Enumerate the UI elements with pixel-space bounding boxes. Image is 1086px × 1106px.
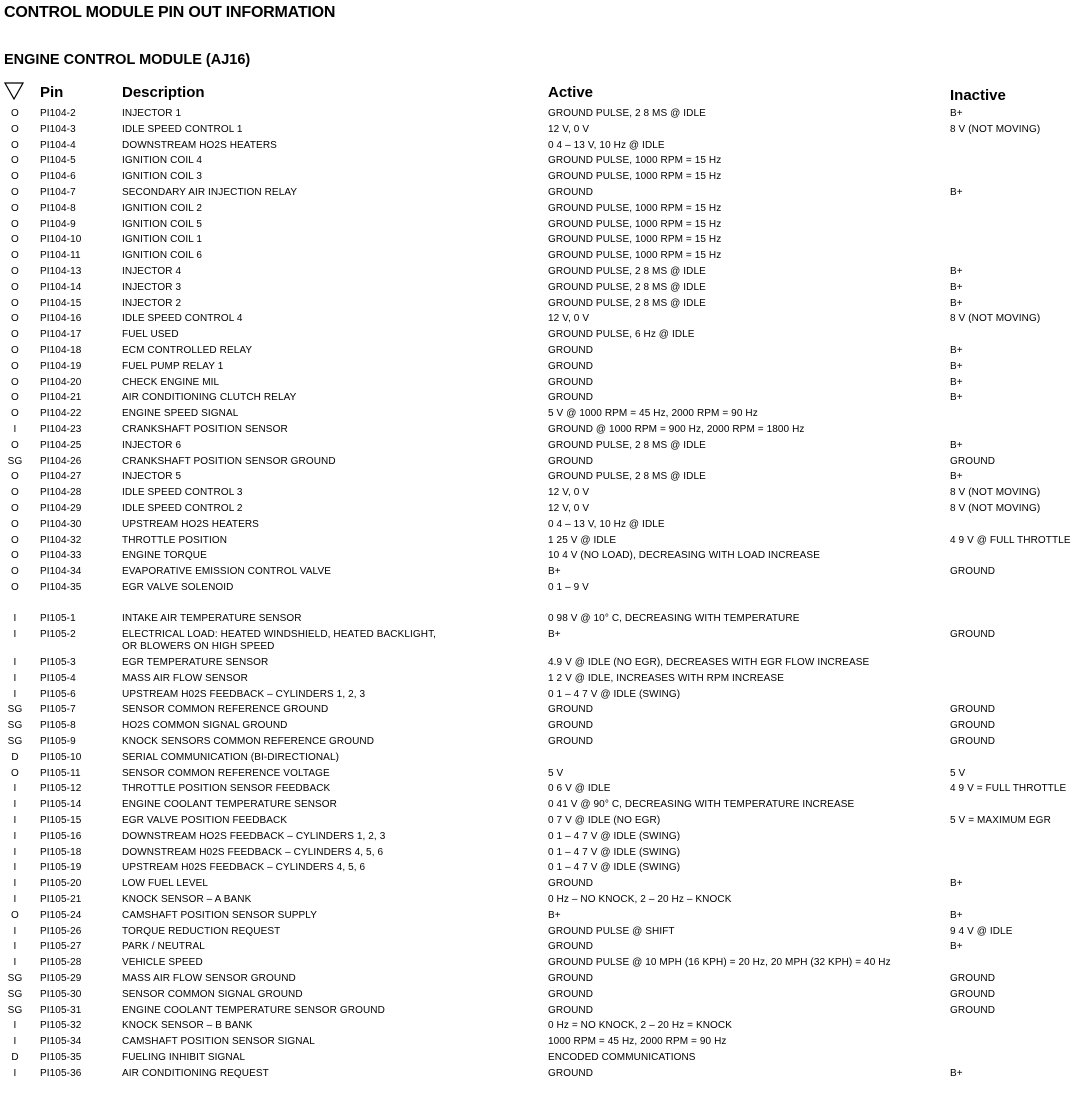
description-cell: TORQUE REDUCTION REQUEST (122, 925, 281, 937)
inactive-cell: GROUND (950, 629, 996, 641)
description-cell: CAMSHAFT POSITION SENSOR SUPPLY (122, 909, 317, 921)
pin-cell: PI105-1 (40, 613, 76, 625)
pin-cell: PI104-2 (40, 108, 76, 119)
pin-cell: PI104-30 (40, 518, 82, 530)
description-cell: AIR CONDITIONING REQUEST (122, 1067, 269, 1079)
description-cell: AIR CONDITIONING CLUTCH RELAY (122, 392, 297, 404)
active-cell: GROUND @ 1000 RPM = 900 Hz, 2000 RPM = 1800 Hz (548, 424, 805, 435)
description-cell: IGNITION COIL 2 (122, 202, 203, 214)
inactive-cell: 9 4 V @ IDLE (950, 925, 1013, 937)
inactive-cell: GROUND (950, 735, 996, 747)
inactive-cell: B+ (950, 941, 963, 953)
description-cell: VEHICLE SPEED (122, 957, 203, 969)
pin-cell: PI105-21 (40, 893, 82, 905)
active-cell: GROUND (548, 735, 594, 747)
active-cell: 0 Hz = NO KNOCK, 2 – 20 Hz = KNOCK (548, 1020, 733, 1032)
active-cell: 5 V (548, 767, 564, 779)
type-cell: O (11, 408, 19, 420)
description-cell: KNOCK SENSOR – A BANK (122, 893, 252, 905)
active-cell: GROUND (548, 941, 594, 953)
description-cell: UPSTREAM HO2S HEATERS (122, 518, 259, 530)
type-cell: SG (7, 972, 23, 984)
pin-cell: PI104-33 (40, 550, 82, 562)
description-cell: IGNITION COIL 1 (122, 234, 203, 246)
type-cell: I (13, 672, 17, 684)
pin-cell: PI104-6 (40, 171, 76, 183)
description-cell: INTAKE AIR TEMPERATURE SENSOR (122, 613, 302, 625)
description-cell: ENGINE COOLANT TEMPERATURE SENSOR GROUND (122, 1004, 385, 1016)
type-cell: O (11, 108, 19, 119)
active-cell: 0 1 – 4 7 V @ IDLE (SWING) (548, 846, 681, 858)
pin-cell: PI104-22 (40, 408, 82, 420)
pin-cell: PI104-14 (40, 281, 82, 293)
active-cell: GROUND (548, 392, 594, 404)
pin-cell: PI105-7 (40, 704, 76, 716)
type-cell: O (11, 266, 19, 277)
type-cell: D (11, 1051, 19, 1063)
description-cell: LOW FUEL LEVEL (122, 878, 209, 890)
type-cell: O (11, 439, 19, 451)
pin-cell: PI105-32 (40, 1020, 82, 1032)
type-cell: O (11, 171, 19, 183)
active-cell: GROUND PULSE, 2 8 MS @ IDLE (548, 108, 706, 119)
type-cell: O (11, 139, 19, 151)
pin-cell: PI104-27 (40, 471, 82, 483)
pin-cell: PI104-26 (40, 455, 82, 467)
type-cell: SG (7, 735, 23, 747)
inactive-cell: B+ (950, 108, 963, 119)
type-cell: I (13, 799, 17, 811)
type-cell: SG (7, 720, 23, 732)
active-cell: GROUND (548, 988, 594, 1000)
description-cell: MASS AIR FLOW SENSOR GROUND (122, 972, 296, 984)
pin-cell: PI105-28 (40, 957, 82, 969)
description-cell: EGR TEMPERATURE SENSOR (122, 656, 269, 668)
active-cell: GROUND (548, 360, 594, 372)
description-cell: IDLE SPEED CONTROL 1 (122, 123, 243, 135)
pin-cell: PI104-32 (40, 534, 82, 546)
active-cell: 0 7 V @ IDLE (NO EGR) (548, 814, 661, 826)
type-cell: SG (7, 988, 23, 1000)
description-cell: SENSOR COMMON SIGNAL GROUND (122, 988, 303, 1000)
inactive-cell: GROUND (950, 972, 996, 984)
pin-cell: PI104-25 (40, 439, 82, 451)
description-cell: IGNITION COIL 5 (122, 218, 203, 230)
active-cell: GROUND PULSE, 2 8 MS @ IDLE (548, 297, 706, 309)
pin-cell: PI105-14 (40, 799, 82, 811)
active-cell: GROUND PULSE, 6 Hz @ IDLE (548, 329, 695, 341)
description-cell: FUEL PUMP RELAY 1 (122, 360, 224, 372)
description-cell: KNOCK SENSOR – B BANK (122, 1020, 253, 1032)
type-cell: SG (7, 1004, 23, 1016)
description-cell: CRANKSHAFT POSITION SENSOR (122, 424, 288, 435)
active-cell: 1000 RPM = 45 Hz, 2000 RPM = 90 Hz (548, 1036, 727, 1048)
active-cell: GROUND (548, 345, 594, 356)
type-cell: O (11, 234, 19, 246)
active-cell: GROUND (548, 376, 594, 388)
type-cell: I (13, 893, 17, 905)
header-pin: Pin (40, 84, 64, 101)
active-cell: GROUND (548, 878, 594, 890)
type-cell: O (11, 281, 19, 293)
type-cell: O (11, 155, 19, 167)
description-cell: EGR VALVE POSITION FEEDBACK (122, 814, 288, 826)
inactive-cell: GROUND (950, 566, 996, 578)
active-cell: 0 41 V @ 90° C, DECREASING WITH TEMPERATURE INCREASE (548, 799, 855, 811)
pin-cell: PI104-10 (40, 234, 82, 246)
inactive-cell: 8 V (NOT MOVING) (950, 503, 1041, 514)
type-cell: O (11, 329, 19, 341)
pin-cell: PI105-24 (40, 909, 82, 921)
description-cell: UPSTREAM H02S FEEDBACK – CYLINDERS 1, 2, 3 (122, 688, 366, 700)
inactive-cell: 8 V (NOT MOVING) (950, 313, 1041, 325)
type-cell: I (13, 1020, 17, 1032)
inactive-cell: B+ (950, 281, 963, 293)
pin-cell: PI105-34 (40, 1036, 82, 1048)
active-cell: GROUND PULSE, 1000 RPM = 15 Hz (548, 218, 722, 230)
inactive-cell: B+ (950, 360, 963, 372)
inactive-cell: GROUND (950, 720, 996, 732)
type-cell: O (11, 202, 19, 214)
inactive-cell: B+ (950, 376, 963, 388)
pin-cell: PI105-19 (40, 862, 82, 874)
type-cell: I (13, 925, 17, 937)
type-cell: D (11, 751, 19, 763)
active-cell: B+ (548, 566, 561, 578)
description-cell: IGNITION COIL 4 (122, 155, 203, 167)
type-cell: I (13, 814, 17, 826)
active-cell: 12 V, 0 V (548, 313, 590, 325)
pin-cell: PI105-10 (40, 751, 82, 763)
description-cell: CHECK ENGINE MIL (122, 376, 220, 388)
description-cell: HO2S COMMON SIGNAL GROUND (122, 720, 288, 732)
description-cell: KNOCK SENSORS COMMON REFERENCE GROUND (122, 735, 375, 747)
pin-cell: PI104-7 (40, 187, 76, 198)
active-cell: 0 4 – 13 V, 10 Hz @ IDLE (548, 518, 665, 530)
type-cell: I (13, 656, 17, 668)
pin-cell: PI105-12 (40, 783, 82, 795)
pin-cell: PI105-16 (40, 830, 82, 842)
active-cell: GROUND PULSE, 1000 RPM = 15 Hz (548, 155, 722, 167)
pin-cell: PI104-17 (40, 329, 82, 341)
description-cell: UPSTREAM H02S FEEDBACK – CYLINDERS 4, 5, 6 (122, 862, 366, 874)
active-cell: 0 1 – 4 7 V @ IDLE (SWING) (548, 688, 681, 700)
description-cell: ENGINE COOLANT TEMPERATURE SENSOR (122, 799, 338, 811)
active-cell: 12 V, 0 V (548, 503, 590, 514)
pin-cell: PI104-18 (40, 345, 82, 356)
active-cell: 0 1 – 4 7 V @ IDLE (SWING) (548, 862, 681, 874)
inactive-cell: B+ (950, 266, 963, 277)
description-cell: IDLE SPEED CONTROL 3 (122, 487, 243, 499)
pin-cell: PI105-11 (40, 767, 81, 779)
pin-cell: PI104-19 (40, 360, 82, 372)
inactive-cell: B+ (950, 471, 963, 483)
description-cell: INJECTOR 1 (122, 108, 182, 119)
inactive-cell: B+ (950, 297, 963, 309)
inactive-cell: GROUND (950, 455, 996, 467)
pin-cell: PI105-6 (40, 688, 76, 700)
description-cell: MASS AIR FLOW SENSOR (122, 672, 248, 684)
active-cell: GROUND (548, 972, 594, 984)
pin-cell: PI104-29 (40, 503, 82, 514)
pin-cell: PI104-8 (40, 202, 76, 214)
pin-cell: PI104-11 (40, 250, 81, 262)
description-cell: IDLE SPEED CONTROL 4 (122, 313, 243, 325)
pin-cell: PI105-29 (40, 972, 82, 984)
active-cell: GROUND (548, 455, 594, 467)
pin-cell: PI104-21 (40, 392, 82, 404)
description-cell: PARK / NEUTRAL (122, 941, 205, 953)
inactive-cell: 4 9 V @ FULL THROTTLE (950, 534, 1071, 546)
pin-cell: PI105-15 (40, 814, 82, 826)
inactive-cell: B+ (950, 187, 963, 198)
pin-cell: PI105-30 (40, 988, 82, 1000)
type-cell: O (11, 218, 19, 230)
type-cell: O (11, 534, 19, 546)
active-cell: GROUND PULSE, 2 8 MS @ IDLE (548, 281, 706, 293)
type-cell: I (13, 846, 17, 858)
pin-cell: PI104-34 (40, 566, 82, 578)
description-cell: ELECTRICAL LOAD: HEATED WINDSHIELD, HEATED BACKLIGHT, (122, 629, 437, 641)
inactive-cell: B+ (950, 878, 963, 890)
type-cell: I (13, 629, 17, 641)
active-cell: 4.9 V @ IDLE (NO EGR), DECREASES WITH EGR FLOW INCREASE (548, 656, 870, 668)
inactive-cell: B+ (950, 439, 963, 451)
active-cell: 0 4 – 13 V, 10 Hz @ IDLE (548, 139, 665, 151)
description-cell: DOWNSTREAM HO2S FEEDBACK – CYLINDERS 1, 2, 3 (122, 830, 386, 842)
type-cell: O (11, 503, 19, 514)
inactive-cell: B+ (950, 909, 963, 921)
active-cell: GROUND PULSE, 2 8 MS @ IDLE (548, 266, 706, 277)
description-cell: IDLE SPEED CONTROL 2 (122, 503, 243, 514)
active-cell: GROUND (548, 1067, 594, 1079)
pin-cell: PI104-13 (40, 266, 82, 277)
active-cell: GROUND PULSE, 2 8 MS @ IDLE (548, 439, 706, 451)
description-cell: INJECTOR 4 (122, 266, 182, 277)
active-cell: GROUND (548, 187, 594, 198)
pin-cell: PI104-4 (40, 139, 76, 151)
pin-cell: PI104-16 (40, 313, 82, 325)
description-cell: THROTTLE POSITION (122, 534, 228, 546)
active-cell: GROUND (548, 704, 594, 716)
inactive-cell: B+ (950, 1067, 963, 1079)
pin-cell: PI105-26 (40, 925, 82, 937)
type-cell: O (11, 313, 19, 325)
description-cell: FUEL USED (122, 329, 179, 341)
active-cell: GROUND PULSE, 1000 RPM = 15 Hz (548, 250, 722, 262)
type-cell: O (11, 566, 19, 578)
triangle-down-icon (4, 82, 24, 102)
active-cell: 5 V @ 1000 RPM = 45 Hz, 2000 RPM = 90 Hz (548, 408, 758, 420)
type-cell: I (13, 941, 17, 953)
active-cell: 0 Hz – NO KNOCK, 2 – 20 Hz – KNOCK (548, 893, 732, 905)
description-cell: SENSOR COMMON REFERENCE GROUND (122, 704, 329, 716)
description-cell: IGNITION COIL 6 (122, 250, 203, 262)
type-cell: SG (7, 455, 23, 467)
pin-cell: PI104-3 (40, 123, 76, 135)
active-cell: GROUND PULSE, 1000 RPM = 15 Hz (548, 234, 722, 246)
description-cell: DOWNSTREAM H02S FEEDBACK – CYLINDERS 4, 5, 6 (122, 846, 384, 858)
active-cell: 12 V, 0 V (548, 123, 590, 135)
active-cell: GROUND PULSE @ SHIFT (548, 925, 675, 937)
description-cell: CAMSHAFT POSITION SENSOR SIGNAL (122, 1036, 315, 1048)
active-cell: 10 4 V (NO LOAD), DECREASING WITH LOAD INCREASE (548, 550, 820, 562)
inactive-cell: 5 V (950, 767, 966, 779)
description-cell: INJECTOR 3 (122, 281, 182, 293)
active-cell: 12 V, 0 V (548, 487, 590, 499)
active-cell: GROUND PULSE, 1000 RPM = 15 Hz (548, 171, 722, 183)
description-cell: SERIAL COMMUNICATION (BI-DIRECTIONAL) (122, 751, 340, 763)
pin-cell: PI105-36 (40, 1067, 82, 1079)
active-cell: GROUND (548, 1004, 594, 1016)
type-cell: O (11, 297, 19, 309)
type-cell: I (13, 783, 17, 795)
pin-cell: PI105-3 (40, 656, 76, 668)
active-cell: 0 6 V @ IDLE (548, 783, 611, 795)
header-description: Description (122, 84, 205, 101)
inactive-cell: GROUND (950, 988, 996, 1000)
description-cell-line2: OR BLOWERS ON HIGH SPEED (122, 641, 275, 653)
type-cell: O (11, 345, 19, 356)
description-cell: INJECTOR 6 (122, 439, 182, 451)
description-cell: ENGINE TORQUE (122, 550, 207, 562)
type-cell: O (11, 471, 19, 483)
page-title: CONTROL MODULE PIN OUT INFORMATION (4, 4, 336, 21)
type-cell: I (13, 424, 17, 435)
active-cell: 0 1 – 9 V (548, 582, 589, 593)
description-cell: SECONDARY AIR INJECTION RELAY (122, 187, 298, 198)
pin-cell: PI105-9 (40, 735, 76, 747)
header-active: Active (548, 84, 594, 101)
pin-cell: PI105-35 (40, 1051, 82, 1063)
active-cell: 0 1 – 4 7 V @ IDLE (SWING) (548, 830, 681, 842)
pin-cell: PI105-8 (40, 720, 76, 732)
description-cell: ENGINE SPEED SIGNAL (122, 408, 239, 420)
inactive-cell: GROUND (950, 704, 996, 716)
type-cell: SG (7, 704, 23, 716)
type-cell: O (11, 767, 19, 779)
active-cell: GROUND PULSE, 1000 RPM = 15 Hz (548, 202, 722, 214)
pin-cell: PI105-31 (40, 1004, 82, 1016)
description-cell: EVAPORATIVE EMISSION CONTROL VALVE (122, 566, 332, 578)
type-cell: O (11, 250, 19, 262)
inactive-cell: GROUND (950, 1004, 996, 1016)
active-cell: 1 25 V @ IDLE (548, 534, 617, 546)
type-cell: I (13, 957, 17, 969)
type-cell: O (11, 550, 19, 562)
type-cell: I (13, 1036, 17, 1048)
type-cell: I (13, 613, 17, 625)
description-cell: INJECTOR 2 (122, 297, 182, 309)
type-cell: O (11, 376, 19, 388)
active-cell: GROUND PULSE, 2 8 MS @ IDLE (548, 471, 706, 483)
pin-cell: PI105-20 (40, 878, 82, 890)
active-cell: 1 2 V @ IDLE, INCREASES WITH RPM INCREASE (548, 672, 784, 684)
description-cell: IGNITION COIL 3 (122, 171, 203, 183)
inactive-cell: 8 V (NOT MOVING) (950, 487, 1041, 499)
active-cell: GROUND PULSE @ 10 MPH (16 KPH) = 20 Hz, 20 MPH (32 KPH) = 40 Hz (548, 957, 891, 969)
type-cell: O (11, 518, 19, 530)
pin-cell: PI105-2 (40, 629, 76, 641)
active-cell: B+ (548, 909, 561, 921)
description-cell: EGR VALVE SOLENOID (122, 582, 234, 593)
active-cell: ENCODED COMMUNICATIONS (548, 1051, 696, 1063)
type-cell: O (11, 123, 19, 135)
type-cell: I (13, 878, 17, 890)
pin-cell: PI104-15 (40, 297, 82, 309)
active-cell: B+ (548, 629, 561, 641)
description-cell: CRANKSHAFT POSITION SENSOR GROUND (122, 455, 336, 467)
type-cell: I (13, 1067, 17, 1079)
description-cell: FUELING INHIBIT SIGNAL (122, 1051, 246, 1063)
type-cell: O (11, 582, 19, 593)
inactive-cell: 4 9 V = FULL THROTTLE (950, 783, 1067, 795)
pin-cell: PI104-23 (40, 424, 82, 435)
type-cell: O (11, 360, 19, 372)
pin-cell: PI104-35 (40, 582, 82, 593)
type-cell: I (13, 830, 17, 842)
inactive-cell: B+ (950, 392, 963, 404)
active-cell: GROUND (548, 720, 594, 732)
type-cell: O (11, 187, 19, 198)
inactive-cell: 8 V (NOT MOVING) (950, 123, 1041, 135)
description-cell: SENSOR COMMON REFERENCE VOLTAGE (122, 767, 330, 779)
pin-cell: PI104-20 (40, 376, 82, 388)
module-subtitle: ENGINE CONTROL MODULE (AJ16) (4, 52, 251, 68)
type-cell: O (11, 909, 19, 921)
header-inactive: Inactive (950, 87, 1006, 104)
description-cell: DOWNSTREAM HO2S HEATERS (122, 139, 277, 151)
pin-cell: PI105-4 (40, 672, 76, 684)
pin-cell: PI105-27 (40, 941, 82, 953)
type-cell: I (13, 862, 17, 874)
description-cell: INJECTOR 5 (122, 471, 182, 483)
pin-cell: PI104-9 (40, 218, 76, 230)
type-cell: O (11, 487, 19, 499)
description-cell: ECM CONTROLLED RELAY (122, 345, 253, 356)
pin-cell: PI105-18 (40, 846, 82, 858)
pin-cell: PI104-5 (40, 155, 76, 167)
inactive-cell: 5 V = MAXIMUM EGR (950, 814, 1051, 826)
inactive-cell: B+ (950, 345, 963, 356)
description-cell: THROTTLE POSITION SENSOR FEEDBACK (122, 783, 331, 795)
active-cell: 0 98 V @ 10° C, DECREASING WITH TEMPERATURE (548, 613, 800, 625)
type-cell: O (11, 392, 19, 404)
pin-cell: PI104-28 (40, 487, 82, 499)
type-cell: I (13, 688, 17, 700)
